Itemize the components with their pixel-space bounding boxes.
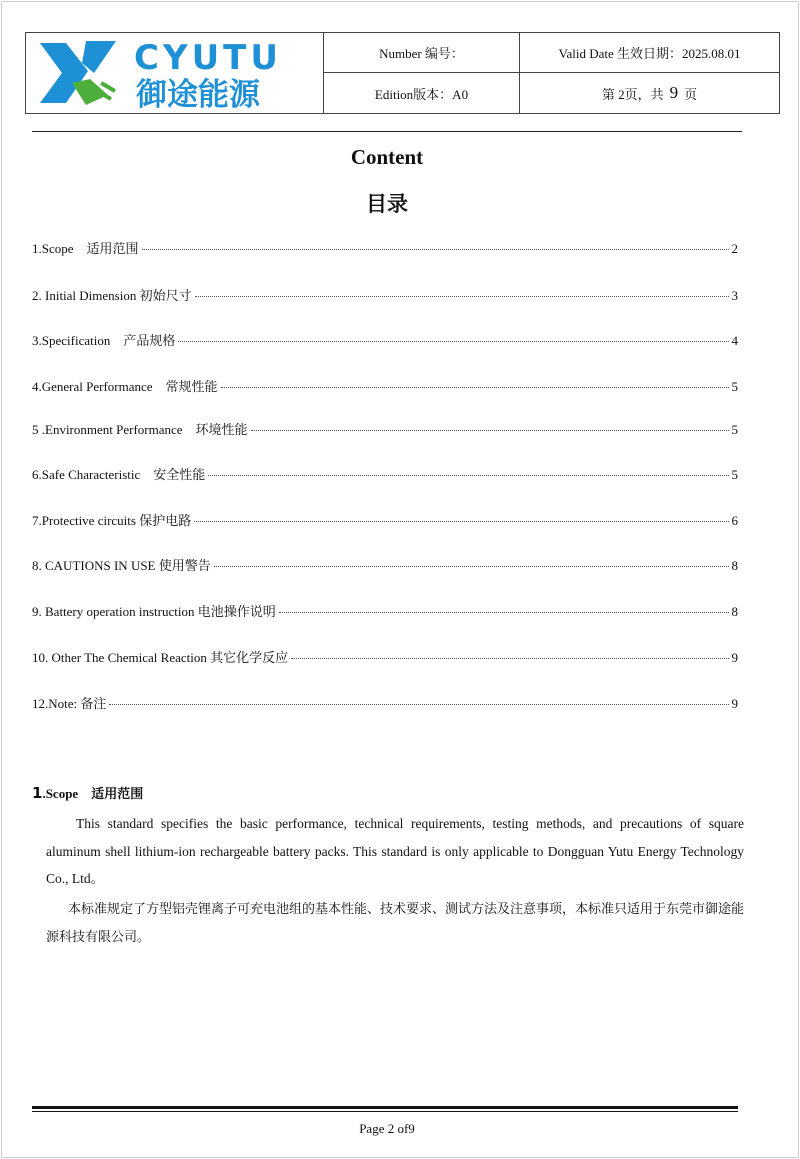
toc-page: 4 bbox=[731, 333, 738, 348]
toc-entry[interactable] bbox=[32, 330, 738, 349]
toc-entry[interactable] bbox=[32, 285, 738, 304]
toc-page: 5 bbox=[731, 467, 738, 482]
toc-page: 5 bbox=[731, 422, 738, 437]
toc-entry[interactable] bbox=[32, 601, 738, 620]
valid-date-cell: Valid Date 生效日期：2025.08.01 bbox=[520, 33, 779, 73]
toc-page: 8 bbox=[731, 604, 738, 619]
logo-text-en: CYUTU bbox=[134, 38, 282, 78]
content-title-cn: 目录 bbox=[366, 192, 408, 216]
toc-label: 1.Scope 适用范围 bbox=[32, 241, 139, 256]
toc-label: 5 .Environment Performance 环境性能 bbox=[32, 422, 248, 437]
toc-label: 7.Protective circuits 保护电路 bbox=[32, 513, 192, 528]
logo-graphic bbox=[26, 33, 323, 113]
content-title-en: Content bbox=[350, 145, 424, 169]
page-footer: Page 2 of9 bbox=[359, 1121, 415, 1136]
toc-label: 3.Specification 产品规格 bbox=[32, 333, 176, 348]
toc-page: 3 bbox=[731, 288, 738, 303]
toc-label: 6.Safe Characteristic 安全性能 bbox=[32, 467, 206, 482]
section-number: 1 bbox=[32, 784, 43, 802]
scope-paragraph-cn: 本标准规定了方型铝壳锂离子可充电池组的基本性能、技术要求、测试方法及注意事项，本标准只适用于东莞市御途能源科技有限公司。 bbox=[46, 902, 745, 945]
toc-page: 8 bbox=[731, 558, 738, 573]
toc-page: 5 bbox=[731, 379, 738, 394]
page-suffix: 页 bbox=[684, 86, 698, 102]
page-prefix: 第 2页，共 bbox=[601, 86, 664, 102]
document-page bbox=[1, 1, 799, 1158]
page-total: 9 bbox=[669, 83, 679, 102]
toc-entry[interactable] bbox=[32, 238, 738, 257]
toc-entry[interactable] bbox=[32, 647, 738, 666]
toc-entry[interactable] bbox=[32, 555, 738, 574]
toc-label: 4.General Performance 常规性能 bbox=[32, 379, 218, 394]
footer-rule-thin bbox=[32, 1111, 738, 1112]
toc-page: 9 bbox=[731, 696, 738, 711]
toc-page: 9 bbox=[731, 650, 738, 665]
edition-cell: Edition版本：A0 bbox=[324, 73, 520, 113]
toc-label: 10. Other The Chemical Reaction 其它化学反应 bbox=[32, 650, 289, 665]
toc-entry[interactable] bbox=[32, 464, 738, 483]
logo-mark-right bbox=[82, 41, 116, 73]
section-heading bbox=[32, 783, 143, 802]
toc-label: 8. CAUTIONS IN USE 使用警告 bbox=[32, 558, 211, 573]
toc-page: 2 bbox=[731, 241, 738, 256]
toc-entry[interactable] bbox=[32, 693, 738, 712]
company-logo bbox=[26, 33, 324, 113]
header-table bbox=[25, 32, 780, 114]
toc-entry[interactable] bbox=[32, 419, 738, 438]
toc-label: 2. Initial Dimension 初始尺寸 bbox=[32, 288, 192, 303]
toc-page: 6 bbox=[731, 513, 738, 528]
scope-paragraph-en: This standard specifies the basic performance, technical requirements, testing methods, and precautions of square aluminum shell lithium-ion rechargeable battery packs. This standard is only applicable to Dongguan Yutu Energy Technology Co., Ltd。 bbox=[46, 816, 744, 886]
section-title: .Scope 适用范围 bbox=[42, 786, 144, 801]
toc-entry[interactable] bbox=[32, 510, 738, 529]
footer-rule-thick bbox=[32, 1106, 738, 1109]
page-count-cell bbox=[520, 73, 779, 113]
logo-text-cn: 御途能源 bbox=[136, 77, 260, 113]
toc-label: 12.Note: 备注 bbox=[32, 696, 107, 711]
toc-label: 9. Battery operation instruction 电池操作说明 bbox=[32, 604, 276, 619]
toc-entry[interactable] bbox=[32, 376, 738, 395]
number-cell: Number 编号： bbox=[324, 33, 520, 73]
header-rule bbox=[32, 131, 742, 132]
